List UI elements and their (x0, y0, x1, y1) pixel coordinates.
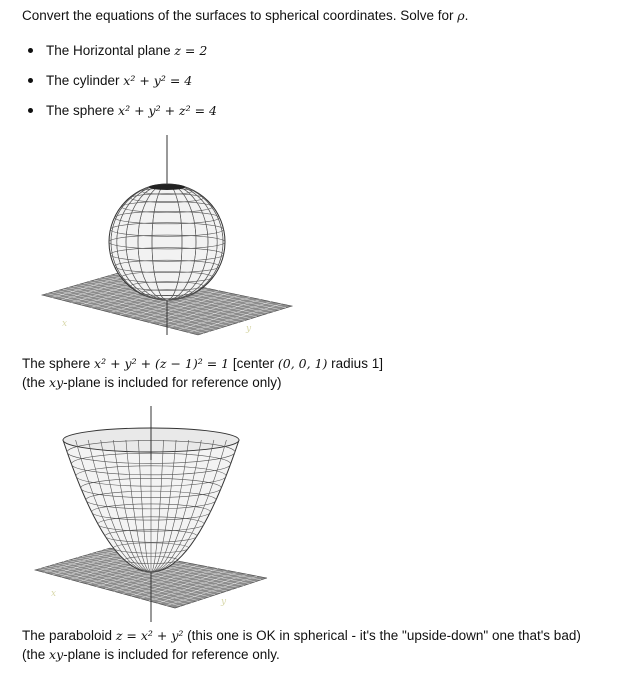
caption-equation: z = x² + y² (115, 628, 184, 643)
list-item-cylinder (22, 70, 217, 100)
caption-text: (the (22, 375, 50, 390)
surface-list (22, 40, 217, 130)
y-axis-label: y (246, 324, 252, 334)
caption-text: -plane is included for reference only. (63, 647, 280, 662)
caption-text: -plane is included for reference only) (63, 375, 282, 390)
caption-text: [center (229, 356, 278, 371)
caption-text: (this one is OK in spherical - it's the "upside-down" one that's bad) (183, 628, 581, 643)
x-axis-label: x (51, 589, 57, 599)
bullet-equation: x² + y² + z² = 4 (118, 103, 217, 118)
list-item-plane (22, 40, 217, 70)
caption-center: (0, 0, 1) (277, 356, 328, 371)
bullet-label: The sphere (46, 103, 119, 118)
caption-equation: x² + y² + (z − 1)² = 1 (94, 356, 230, 371)
sphere-surface (109, 184, 225, 300)
sphere-caption-note (22, 375, 282, 390)
caption-text: (the (22, 647, 50, 662)
paraboloid-caption-note (22, 647, 280, 662)
caption-math: xy (49, 375, 64, 390)
sphere-figure (30, 130, 310, 345)
rho-symbol: ρ (457, 8, 465, 23)
x-axis-label: x (62, 319, 68, 329)
intro-text (22, 8, 468, 23)
intro-period: . (464, 8, 469, 23)
paraboloid-figure (25, 400, 295, 625)
caption-math: xy (49, 647, 64, 662)
bullet-icon (28, 78, 33, 83)
sphere-caption (22, 356, 383, 371)
list-item-sphere (22, 100, 217, 130)
caption-text: radius 1] (327, 356, 383, 371)
bullet-icon (28, 108, 33, 113)
paraboloid-caption (22, 628, 581, 643)
intro-label: Convert the equations of the surfaces to spherical coordinates. Solve for (22, 8, 458, 23)
caption-text: The sphere (22, 356, 95, 371)
bullet-icon (28, 48, 33, 53)
bullet-equation: x² + y² = 4 (123, 73, 193, 88)
bullet-label: The cylinder (46, 73, 124, 88)
bullet-label: The Horizontal plane (46, 43, 175, 58)
y-axis-label: y (221, 597, 227, 607)
caption-text: The paraboloid (22, 628, 116, 643)
bullet-equation: z = 2 (174, 43, 208, 58)
